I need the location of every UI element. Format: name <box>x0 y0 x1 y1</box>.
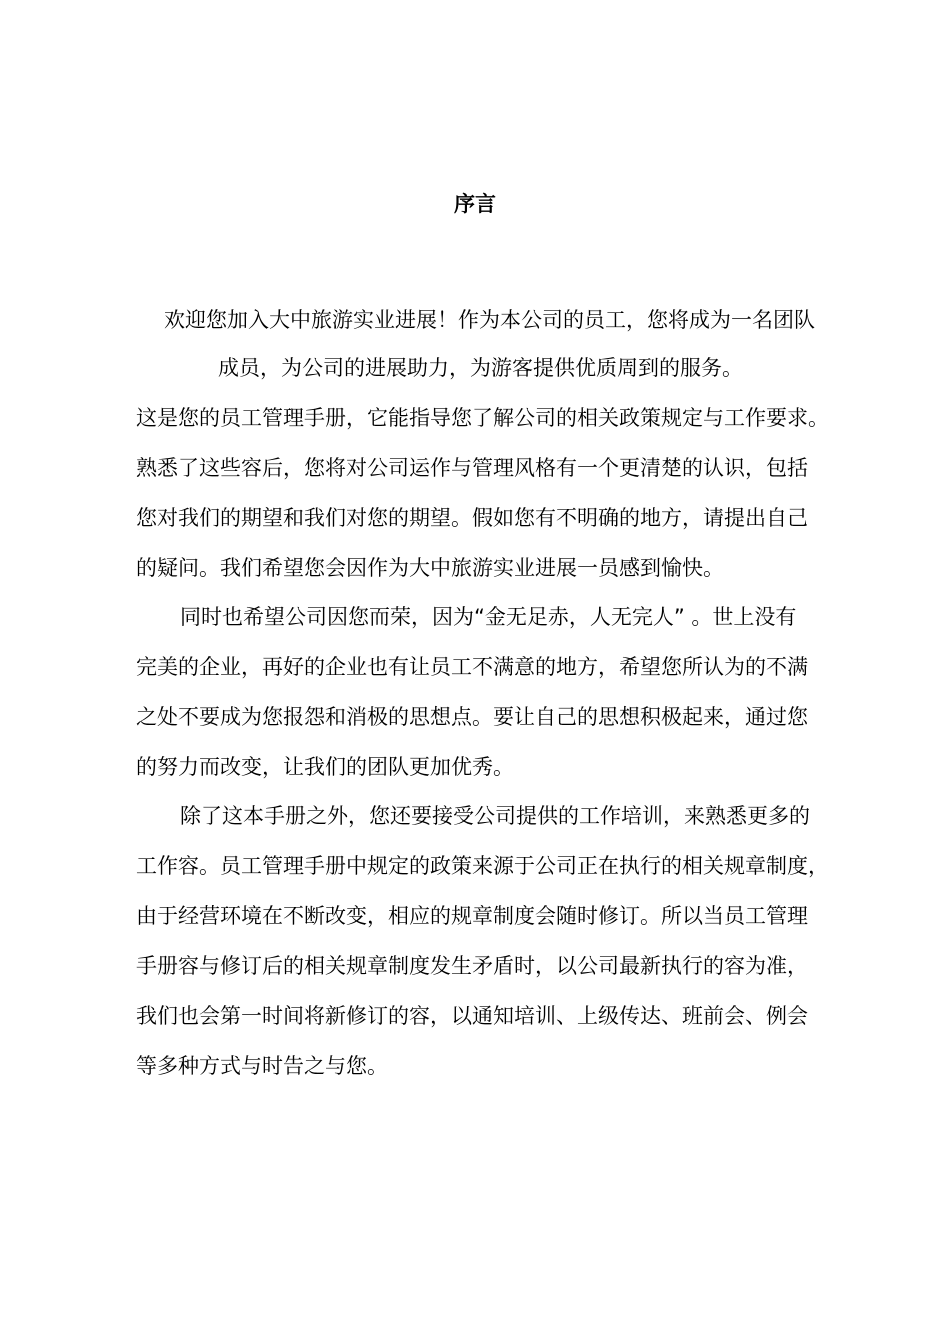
text-line: 由于经营环境在不断改变，相应的规章制度会随时修订。所以当员工管理 <box>136 904 808 928</box>
text-line: 熟悉了这些容后，您将对公司运作与管理风格有一个更清楚的认识，包括 <box>136 456 808 480</box>
text-line: 这是您的员工管理手册，它能指导您了解公司的相关政策规定与工作要求。 <box>136 406 829 430</box>
text-line: 之处不要成为您报怨和消极的思想点。要让自己的思想积极起来，通过您 <box>136 705 808 729</box>
text-line: 欢迎您加入大中旅游实业进展！作为本公司的员工，您将成为一名团队 <box>164 308 815 332</box>
text-line: 的疑问。我们希望您会因作为大中旅游实业进展一员感到愉快。 <box>136 556 724 580</box>
text-line: 工作容。员工管理手册中规定的政策来源于公司正在执行的相关规章制度， <box>136 854 829 878</box>
text-line: 您对我们的期望和我们对您的期望。假如您有不明确的地方，请提出自己 <box>136 506 808 530</box>
text-line: 成员，为公司的进展助力，为游客提供优质周到的服务。 <box>218 356 743 380</box>
text-line: 手册容与修订后的相关规章制度发生矛盾时，以公司最新执行的容为准， <box>136 954 808 978</box>
text-line: 除了这本手册之外，您还要接受公司提供的工作培训，来熟悉更多的 <box>180 804 810 828</box>
text-line: 等多种方式与时告之与您。 <box>136 1054 388 1078</box>
page-title: 序言 <box>454 192 496 216</box>
text-line: 我们也会第一时间将新修订的容，以通知培训、上级传达、班前会、例会 <box>136 1004 808 1028</box>
text-line: 完美的企业，再好的企业也有让员工不满意的地方，希望您所认为的不满 <box>136 655 808 679</box>
text-line: 的努力而改变，让我们的团队更加优秀。 <box>136 755 514 779</box>
text-line: 同时也希望公司因您而荣，因为“金无足赤，人无完人” 。世上没有 <box>180 605 797 629</box>
